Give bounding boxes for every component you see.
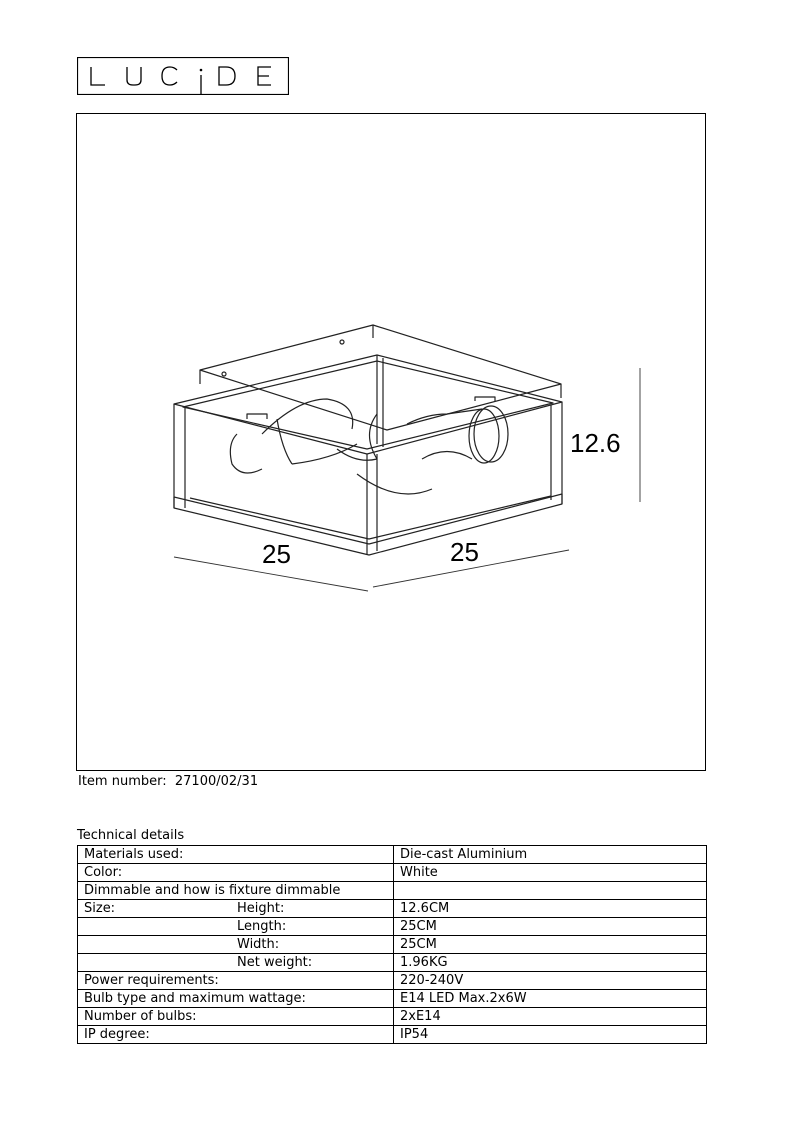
brand-logo [77, 57, 289, 95]
spec-label [78, 900, 394, 918]
spec-value: 25CM [394, 936, 707, 954]
spec-label: Color: [78, 864, 394, 882]
technical-details-table [77, 845, 707, 1044]
spec-label: Dimmable and how is fixture dimmable [78, 882, 394, 900]
spec-label: Materials used: [78, 846, 394, 864]
technical-drawing [76, 113, 706, 771]
spec-value: 25CM [394, 918, 707, 936]
spec-value: E14 LED Max.2x6W [394, 990, 707, 1008]
spec-sub-label: Net weight: [237, 955, 313, 970]
spec-value: White [394, 864, 707, 882]
table-row [78, 882, 707, 900]
item-number-value: 27100/02/31 [174, 774, 259, 789]
spec-value [394, 882, 707, 900]
table-row [78, 918, 707, 936]
spec-value: 2xE14 [394, 1008, 707, 1026]
table-row [78, 846, 707, 864]
table-row [78, 972, 707, 990]
spec-value: 12.6CM [394, 900, 707, 918]
spec-group-label: Size: [84, 901, 116, 916]
spec-group-label [84, 936, 237, 953]
table-row [78, 1008, 707, 1026]
spec-label: Power requirements: [78, 972, 394, 990]
fixture-illustration [77, 114, 707, 772]
table-row [78, 1026, 707, 1044]
item-number-label: Item number: [78, 774, 167, 789]
spec-label [78, 918, 394, 936]
item-number [78, 774, 258, 789]
spec-label: Bulb type and maximum wattage: [78, 990, 394, 1008]
table-row [78, 954, 707, 972]
dimension-height-label: 12.6 [570, 428, 621, 458]
spec-label [78, 954, 394, 972]
spec-sub-label: Height: [237, 901, 285, 916]
spec-sub-label: Width: [237, 937, 280, 952]
dimension-length-label: 25 [262, 539, 291, 569]
spec-value: Die-cast Aluminium [394, 846, 707, 864]
spec-value: 220-240V [394, 972, 707, 990]
spec-value: IP54 [394, 1026, 707, 1044]
table-row [78, 864, 707, 882]
spec-group-label [84, 918, 237, 935]
spec-group-label [84, 954, 237, 971]
table-row [78, 936, 707, 954]
dimension-width-label: 25 [450, 537, 479, 567]
spec-label: Number of bulbs: [78, 1008, 394, 1026]
spec-label: IP degree: [78, 1026, 394, 1044]
spec-value: 1.96KG [394, 954, 707, 972]
spec-sub-label: Length: [237, 919, 287, 934]
technical-details-title: Technical details [77, 828, 185, 843]
table-row [78, 900, 707, 918]
spec-label [78, 936, 394, 954]
table-row [78, 990, 707, 1008]
